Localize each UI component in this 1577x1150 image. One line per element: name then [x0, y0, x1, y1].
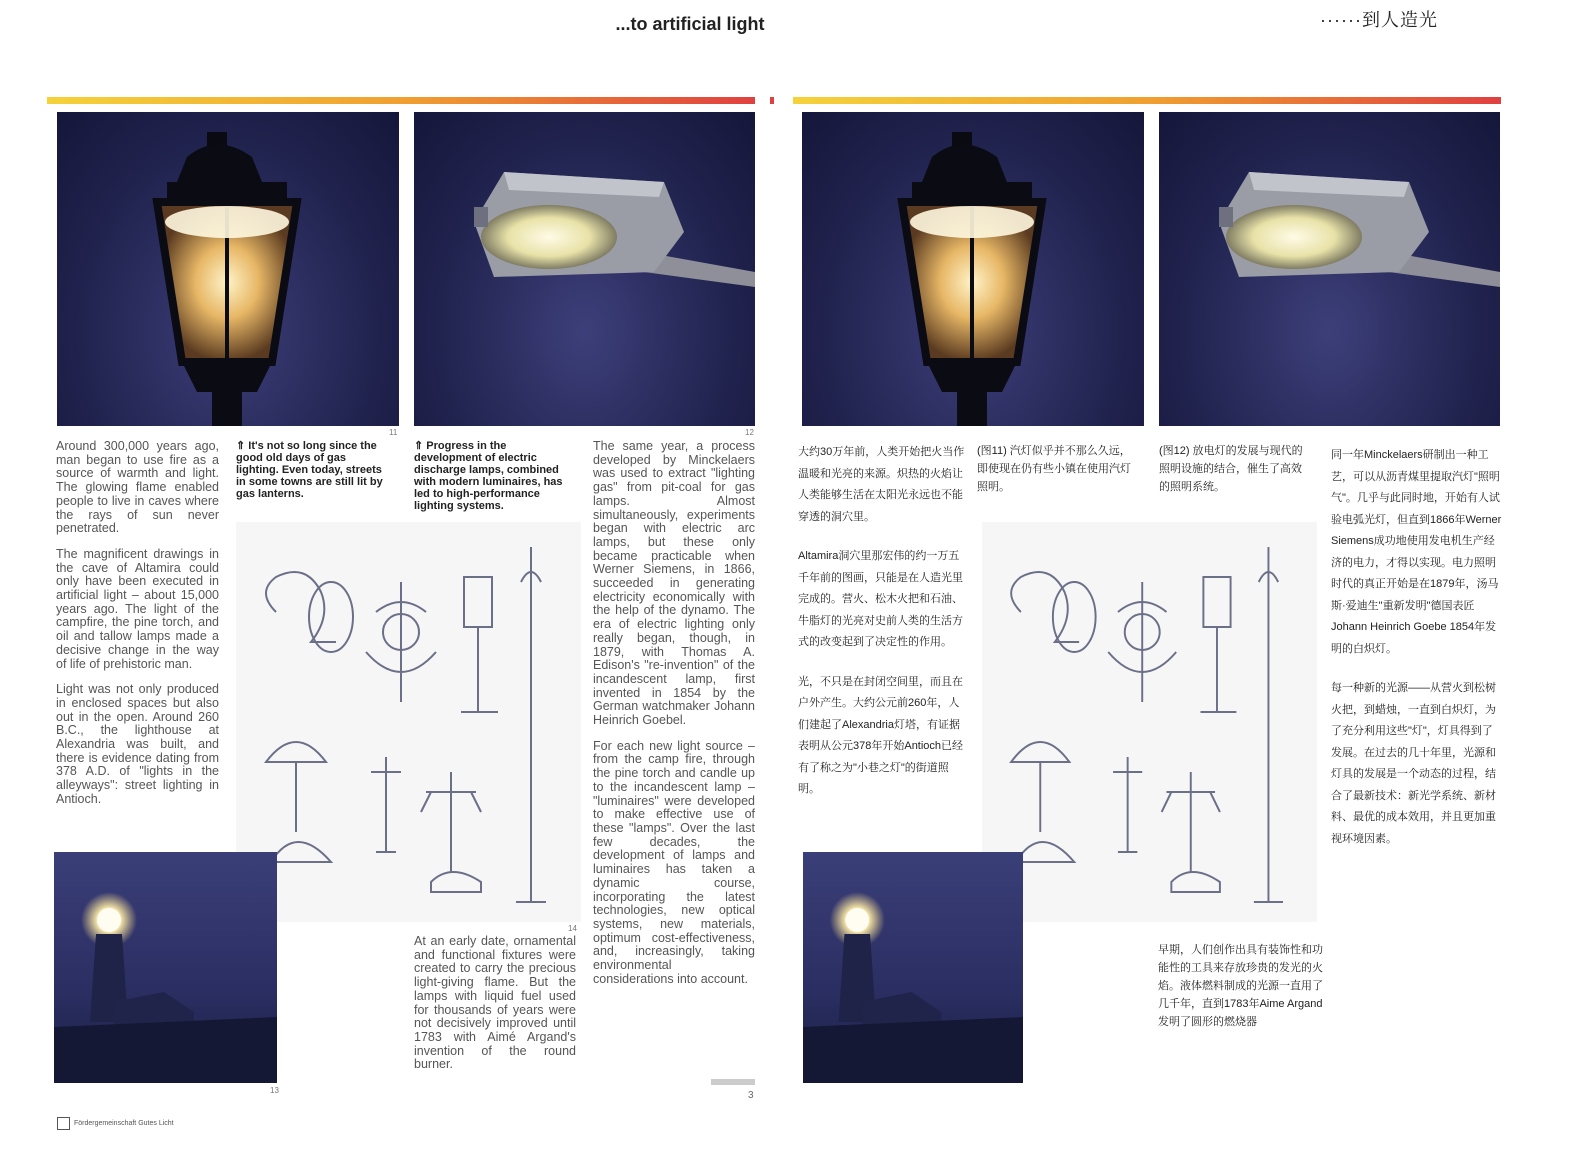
paragraph: For each new light source – from the camp fire, through the pine torch and candle up to the incandescent lamp – "luminaires" were developed to make effective use of these "lamps". Over the last few decades, the development of lamps and luminaires has taken a dynamic course, incorporating the latest technologies, new optical systems, new materials, optimum cost-effectiveness, and, increasingly, taking environmental considerations into account. — [593, 738, 755, 986]
caption-figure-12-zh: (图12) 放电灯的发展与现代的照明设施的结合，催生了高效的照明系统。 — [1159, 445, 1303, 493]
page-title-zh: ······到人造光 — [1320, 10, 1438, 30]
publisher-logo-icon — [57, 1117, 70, 1130]
gas-lantern-photo — [57, 112, 399, 426]
caption-figure-14: At an early date, ornamental and functional fixtures were created to carry the precious light-giving flame. But the lamps with liquid fuel used for thousands of years were not decisively improved until 1783 with Aimé Argand's invention of the round burner. — [414, 934, 576, 1072]
figure-number-11: 11 — [389, 428, 398, 437]
historic-luminaires-illustration — [236, 522, 581, 922]
paragraph: 每一种新的光源——从营火到松树火把，到蜡烛，一直到白炽灯，为了充分利用这些"灯"，灯具得到了发展。在过去的几十年里，光源和灯具的发展是一个动态的过程，结合了最新技术：新光学系统、新材料、最优的成本效用，并且更加重视环境因素。 — [1331, 682, 1496, 845]
footer-publisher: Fördergemeinschaft Gutes Licht — [74, 1120, 174, 1127]
paragraph: 同一年Minckelaers研制出一种工艺，可以从沥青煤里提取汽灯"照明气"。几乎与此同时地，开始有人试验电弧光灯，但直到1866年Werner Siemens成功地使用发电机生产经济的电力，才得以实现。电力照明时代的真正开始是在1879年，汤马斯·爱迪生"重新发明"德国表匠Johann Heinrich Goebe 1854年发明的白炽灯。 — [1331, 449, 1502, 655]
paragraph: Altamira洞穴里那宏伟的约一万五千年前的图画，只能是在人造光里完成的。营火、松木火把和石油、牛脂灯的光亮对史前人类的生活方式的改变起到了决定性的作用。 — [798, 550, 963, 648]
paragraph: Light was not only produced in enclosed spaces but also out in the open. Around 260 B.C., the lighthouse at Alexandria was built, and there is evidence dating from 378 A.D. of "lights in the alleyways": street lighting in Antioch. — [56, 682, 219, 806]
lighthouse-photo-zh — [803, 852, 1023, 1083]
figure-number-12: 12 — [745, 428, 754, 437]
street-luminaire-photo-zh — [1159, 112, 1500, 426]
lighthouse-photo — [54, 852, 277, 1083]
gas-lantern-photo-zh — [802, 112, 1144, 426]
figure-number-14: 14 — [568, 924, 577, 933]
header-bar-right — [793, 97, 1501, 104]
header-bar-left — [47, 97, 755, 104]
right-body-column-1 — [798, 442, 970, 819]
paragraph: Around 300,000 years ago, man began to use fire as a source of warmth and light. The glowing flame enabled people to live in caves where the rays of sun never penetrated. — [56, 439, 219, 536]
street-luminaire-photo — [414, 112, 755, 426]
right-body-column-4 — [1331, 445, 1503, 868]
paragraph: The magnificent drawings in the cave of Altamira could only have been executed in artificial light – about 15,000 years ago. The light of the campfire, the pine torch, and oil and tallow lamps made a decisive change in the way of life of prehistoric man. — [56, 546, 219, 671]
header-bar-divider — [770, 97, 774, 104]
page-title-en: ...to artificial light — [615, 14, 765, 34]
paragraph: 光，不只是在封闭空间里，而且在户外产生。大约公元前260年，人们建起了Alexandria灯塔，有证据表明从公元378年开始Antioch已经有了称之为"小巷之灯"的街道照明。 — [798, 675, 964, 795]
page-tab-marker — [711, 1079, 755, 1085]
page-number: 3 — [748, 1090, 754, 1101]
paragraph: The same year, a process developed by Minckelaers was used to extract "lighting gas" from pit-coal for gas lamps. Almost simultaneously, experiments began with electric arc lamps, but these only became practicable when Werner Siemens, in 1866, succeeded in generating electricity economically with the help of the dynamo. The era of electric lighting only really began, though, in 1879, with Thomas A. Edison's "re-invention" of the incandescent lamp, first invented in 1854 by the German watchmaker Johann Heinrich Goebel. — [593, 439, 755, 728]
left-body-column-4 — [593, 440, 755, 998]
caption-figure-11-zh: (图11) 汽灯似乎并不那么久远，即使现在仍有些小镇在使用汽灯照明。 — [977, 445, 1131, 493]
footer — [57, 1117, 174, 1130]
historic-luminaires-illustration-zh — [982, 522, 1317, 922]
caption-figure-11: ⇑ It's not so long since the good old days of gas lighting. Even today, streets in some towns are still lit by gas lanterns. — [236, 440, 383, 500]
caption-figure-12: ⇑ Progress in the development of electric discharge lamps, combined with modern luminaires, has led to high-performance lighting systems. — [414, 440, 563, 512]
left-body-column-1 — [56, 440, 219, 819]
caption-figure-14-zh: 早期，人们创作出具有装饰性和功能性的工具来存放珍贵的发光的火焰。液体燃料制成的光源一直用了几千年，直到1783年Aime Argand 发明了圆形的燃烧器 — [1158, 944, 1323, 1028]
figure-number-13: 13 — [270, 1086, 279, 1095]
paragraph: 大约30万年前，人类开始把火当作温暖和光亮的来源。炽热的火焰让人类能够生活在太阳光永远也不能穿透的洞穴里。 — [798, 446, 965, 523]
